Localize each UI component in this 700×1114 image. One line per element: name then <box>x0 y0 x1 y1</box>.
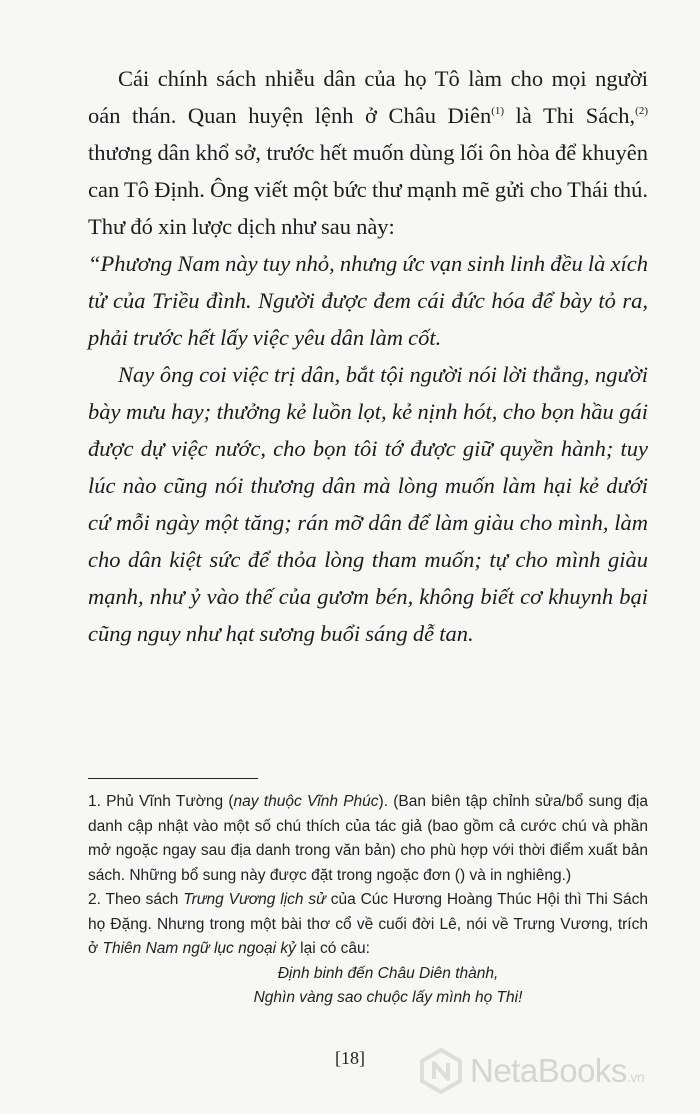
quote-paragraph-1: “Phương Nam này tuy nhỏ, nhưng ức vạn sinh linh đều là xích tử của Triều đình. Người được đem cái đức hóa để bày tỏ ra, phải trước hết lấy việc yêu dân làm cốt. <box>88 251 648 350</box>
main-text <box>88 60 648 652</box>
fn2-book-title: Trưng Vương lịch sử <box>183 891 326 908</box>
footnote-2 <box>88 888 648 962</box>
fn2-text-c: lại có câu: <box>295 940 370 957</box>
footnote-ref-1: (1) <box>491 105 505 117</box>
fn1-text-b: ). (Ban biên tập chỉnh sửa/bổ sung địa danh cập nhật vào một số chú thích của tác giả (bao gồm cả cước chú và phần mở ngoặc ngay sau địa danh trong văn bản) cho phù hợp với thời điểm xuất bản sách. Những bổ sung này được đặt trong ngoặc đơn () và in nghiêng.) <box>88 793 648 884</box>
netabooks-watermark <box>418 1048 644 1094</box>
quote-paragraph-2: Nay ông coi việc trị dân, bắt tội người nói lời thẳng, người bày mưu hay; thưởng kẻ luồn lọt, kẻ nịnh hót, cho bọn hầu gái được dự việc nước, cho bọn tôi tớ được giữ quyền hành; tuy lúc nào cũng nói thương dân mà lòng muốn làm hại kẻ dưới cứ mỗi ngày một tăng; rán mỡ dân để làm giàu cho mình, làm cho dân kiệt sức để thỏa lòng tham muốn; tự cho mình giàu mạnh, như ỷ vào thế của gươm bén, không biết cơ khuynh bại cũng nguy như hạt sương buổi sáng dễ tan. <box>88 362 648 646</box>
watermark-text <box>470 1052 644 1090</box>
footnotes <box>88 790 648 1011</box>
footnote-ref-2: (2) <box>635 105 648 117</box>
watermark-suffix: .vn <box>626 1069 645 1085</box>
paragraph-1 <box>88 60 648 245</box>
footnote-divider <box>88 778 258 779</box>
para1-text-c: thương dân khổ sở, trước hết muốn dùng lối ôn hòa để khuyên can Tô Định. Ông viết một bức thư mạnh mẽ gửi cho Thái thú. Thư đó xin lược dịch như sau này: <box>88 140 648 239</box>
para1-text-b: là Thi Sách, <box>504 103 636 128</box>
verse-line-2: Nghìn vàng sao chuộc lấy mình họ Thi! <box>253 989 523 1006</box>
netabooks-logo-icon <box>418 1048 464 1094</box>
fn2-source-title: Thiên Nam ngữ lục ngoại kỷ <box>102 940 296 957</box>
fn1-italic: nay thuộc Vĩnh Phúc <box>233 793 379 810</box>
fn1-text-a: 1. Phủ Vĩnh Tường ( <box>88 793 234 810</box>
watermark-brand: NetaBooks <box>470 1052 627 1089</box>
para1-text-a: Cái chính sách nhiễu dân của họ Tô làm cho mọi người oán thán. Quan huyện lệnh ở Châu Diên <box>88 66 648 128</box>
page-number: [18] <box>335 1048 365 1068</box>
verse-line-1: Định binh đến Châu Diên thành, <box>277 964 499 982</box>
fn2-text-b: của Cúc Hương Hoàng Thúc Hội thì Thi Sách họ Đặng. Nhưng trong một bài thơ cổ về cuối đời Lê, nói về Trưng Vương, trích ở <box>88 891 648 957</box>
fn2-text-a: 2. Theo sách <box>88 891 184 908</box>
footnote-1 <box>88 790 648 888</box>
